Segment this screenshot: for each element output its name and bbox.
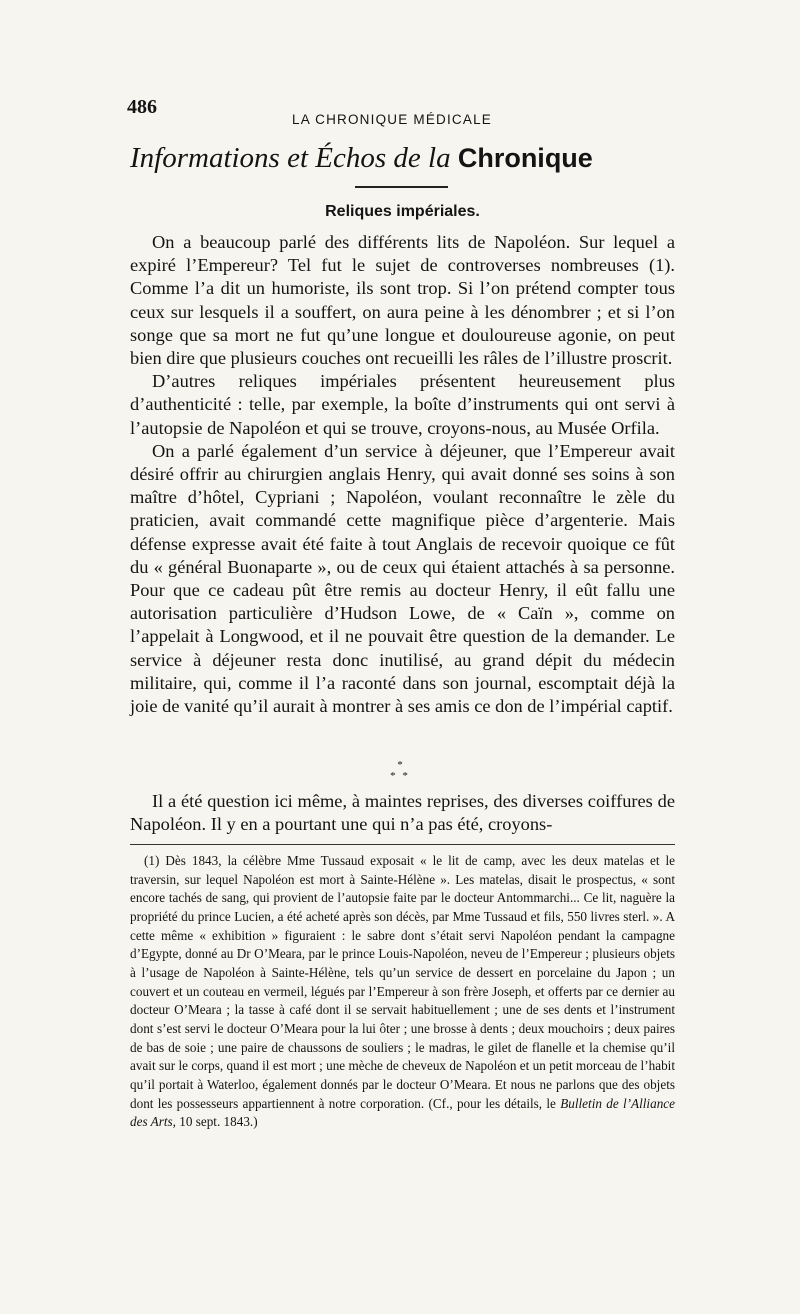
asterism	[355, 760, 445, 782]
journal-title: LA CHRONIQUE MÉDICALE	[292, 112, 492, 127]
footnote-body: (1) Dès 1843, la célèbre Mme Tussaud exposait « le lit de camp, avec les deux matelas et le traversin, sur lequel Napoléon est mort à Sainte-Hélène ». Les matelas, disait le prospectus, « sont encore tachés de sang, qui provient de l’autopsie faite par le docteur Antommarchi... Ce lit, naguère la propriété du prince Lucien, a été acheté après son décès, par Mme Tussaud et fils, 550 livres sterl. ». A cette même « exhibition » figuraient : le sabre dont s’était servi Napoléon pendant la campagne d’Egypte, donné au Dr O’Meara, par le prince Louis-Napoléon, neveu de l’Empereur ; plusieurs objets à l’usage de Napoléon à Sainte-Hélène, tels qu’un service de dessert en porcelaine du Japon ; un couvert et un couteau en vermeil, légués par l’Empereur à son frère Joseph, et offerts par ce dernier au docteur O’Meara ; la tasse à café dont il se servait habituellement ; une de ses dents et l’instrument dont s’est servi le docteur O’Meara pour la lui ôter ; une brosse à dents ; deux mouchoirs ; deux paires de bas de soie ; une paire de chaussons de souliers ; le madras, le gilet de flanelle et la chemise qu’il avait sur le corps, quand il est mort ; une mèche de cheveux de Napoléon et un petit morceau de l’habit qu’il portait à Waterloo, également donnés par le docteur O’Meara. Et nous ne parlons que des objets dont les possesseurs appartiennent à notre corporation. (Cf., pour les détails, le	[130, 853, 675, 1111]
paragraph: On a beaucoup parlé des différents lits de Napoléon. Sur lequel a expiré l’Empereur? Tel fut le sujet de controverses nombreuses (1). Comme l’a dit un humoriste, ils sont trop. Si l’on prétend compter tous ceux sur lesquels il a souffert, on aura peine à les dénombrer ; et si l’on songe que sa mort ne fut qu’une longue et douloureuse agonie, on peut bien dire que plusieurs couches ont recueilli les râles de l’illustre proscrit.	[130, 232, 675, 369]
footnote-rule	[130, 844, 675, 845]
footnote-text	[130, 852, 675, 1132]
section-title	[130, 142, 675, 175]
asterism-star: *	[397, 759, 403, 771]
article-body	[130, 231, 675, 718]
page-number: 486	[127, 96, 157, 118]
footnote-citation-date: 10 sept. 1843.)	[179, 1114, 258, 1130]
section-title-italic: Informations et Échos de la	[130, 142, 451, 174]
paragraph: Il a été question ici même, à maintes reprises, des diverses coiffures de Napoléon. Il y en a pourtant une qui n’a pas été, croyons-	[130, 791, 675, 835]
running-head	[127, 96, 672, 126]
footnote	[130, 852, 675, 1132]
title-rule	[355, 186, 448, 188]
footnote-citation-title: Bulletin de l’Alliance des Arts,	[130, 1095, 675, 1130]
section-title-bold: Chronique	[457, 143, 593, 173]
paragraph: On a parlé également d’un service à déjeuner, que l’Empereur avait désiré offrir au chirurgien anglais Henry, qui avait donné ses soins à son maître d’hôtel, Cypriani ; Napoléon, voulant reconnaître le zèle du praticien, avait commandé cette magnifique pièce d’argenterie. Mais défense expresse avait été faite à tout Anglais de recevoir quoique ce fût du « général Buonaparte », ou de ceux qui étaient attachés à sa personne. Pour que ce cadeau pût être remis au docteur Henry, il eût fallu une autorisation particulière d’Hudson Lowe, de « Caïn », comme on l’appelait à Longwood, et il ne pouvait être question de la demander. Le service à déjeuner resta donc inutilisé, au grand dépit du médecin militaire, qui, comme il l’a raconté dans son journal, escomptait déjà la joie de vanité qu’il aurait à montrer à ses amis ce don de l’impérial captif.	[130, 440, 675, 717]
asterism-stars: * *	[390, 770, 410, 782]
article-heading: Reliques impériales.	[325, 203, 480, 220]
paragraph: D’autres reliques impériales présentent heureusement plus d’authenticité : telle, par exemple, la boîte d’instruments qui ont servi à l’autopsie de Napoléon et qui se trouve, croyons-nous, au Musée Orfila.	[130, 371, 675, 438]
continued-text	[130, 790, 675, 837]
